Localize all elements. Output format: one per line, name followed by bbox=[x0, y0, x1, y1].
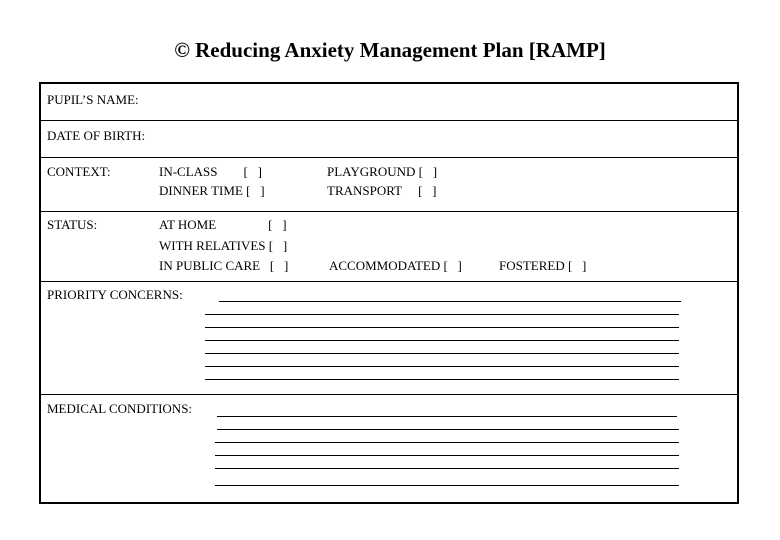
pupil-name-label: PUPIL’S NAME: bbox=[47, 92, 139, 107]
medical-conditions-label: MEDICAL CONDITIONS: bbox=[47, 401, 193, 416]
medical-conditions-line-5[interactable] bbox=[215, 468, 679, 469]
priority-concerns-line-2[interactable] bbox=[205, 314, 679, 315]
status-label: STATUS: bbox=[47, 217, 98, 232]
priority-concerns-label: PRIORITY CONCERNS: bbox=[47, 287, 183, 302]
priority-concerns-line-7[interactable] bbox=[205, 379, 679, 380]
context-option-dinner-time[interactable]: DINNER TIME [ ] bbox=[159, 183, 265, 198]
ramp-form bbox=[39, 82, 739, 504]
priority-concerns-line-6[interactable] bbox=[205, 366, 679, 367]
priority-concerns-line-1[interactable] bbox=[219, 301, 681, 302]
context-option-transport[interactable]: TRANSPORT [ ] bbox=[327, 183, 437, 198]
date-of-birth-label: DATE OF BIRTH: bbox=[47, 128, 146, 143]
context-label: CONTEXT: bbox=[47, 164, 111, 179]
date-of-birth-row bbox=[41, 121, 737, 158]
medical-conditions-line-6[interactable] bbox=[215, 485, 679, 486]
medical-conditions-line-1[interactable] bbox=[217, 416, 677, 417]
status-option-in-public-care[interactable]: IN PUBLIC CARE [ ] bbox=[159, 258, 289, 273]
priority-concerns-line-5[interactable] bbox=[205, 353, 679, 354]
medical-conditions-line-2[interactable] bbox=[217, 429, 679, 430]
form-title: © Reducing Anxiety Management Plan [RAMP] bbox=[174, 38, 606, 62]
pupil-name-row bbox=[41, 84, 737, 121]
status-row bbox=[41, 212, 737, 282]
status-option-accommodated[interactable]: ACCOMMODATED [ ] bbox=[329, 258, 462, 273]
priority-concerns-line-3[interactable] bbox=[205, 327, 679, 328]
priority-concerns-line-4[interactable] bbox=[205, 340, 679, 341]
medical-conditions-line-3[interactable] bbox=[215, 442, 679, 443]
priority-concerns-row bbox=[41, 282, 737, 395]
status-option-at-home[interactable]: AT HOME [ ] bbox=[159, 217, 287, 232]
medical-conditions-line-4[interactable] bbox=[215, 455, 679, 456]
medical-conditions-row bbox=[41, 395, 737, 504]
context-option-playground[interactable]: PLAYGROUND [ ] bbox=[327, 164, 438, 179]
status-option-fostered[interactable]: FOSTERED [ ] bbox=[499, 258, 587, 273]
context-option-in-class[interactable]: IN-CLASS [ ] bbox=[159, 164, 262, 179]
context-row bbox=[41, 158, 737, 212]
status-option-with-relatives[interactable]: WITH RELATIVES [ ] bbox=[159, 238, 288, 253]
